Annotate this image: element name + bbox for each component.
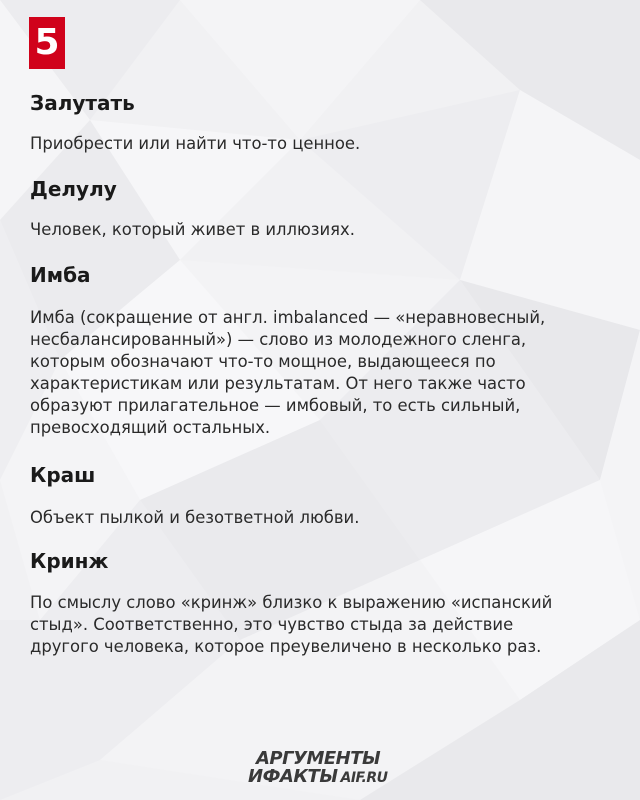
logo-line-1: АРГУМЕНТЫ [256, 748, 381, 769]
term-delulu-definition: Человек, который живет в иллюзиях. [30, 220, 355, 239]
definition-line: образуют прилагательное — имбовый, то есть сильный, [30, 396, 521, 415]
definition-line: которым обозначают что-то мощное, выдающееся по [30, 352, 496, 371]
aif-logo [248, 749, 410, 789]
number-badge: 5 [29, 17, 65, 69]
term-imba-definition [30, 307, 615, 439]
term-zalutat-definition: Приобрести или найти что-то ценное. [30, 134, 361, 153]
definition-line: стыд». Соответственно, это чувство стыда за действие [30, 615, 514, 634]
definition-line: характеристикам или результатам. От него также часто [30, 374, 526, 393]
logo-line-2-text: ИФАКТЫ [248, 766, 338, 787]
term-krash-definition: Объект пылкой и безответной любви. [30, 508, 360, 527]
definition-line: По смыслу слово «кринж» близко к выражению «испанский [30, 593, 553, 612]
term-zalutat-title: Залутать [30, 91, 135, 115]
definition-line: несбалансированный») — слово из молодежного сленга, [30, 330, 527, 349]
logo-line-2 [248, 767, 387, 788]
definition-line: другого человека, которое преувеличено в несколько раз. [30, 637, 542, 656]
term-imba-title: Имба [30, 263, 91, 287]
term-krinzh-definition [30, 592, 615, 658]
term-delulu-title: Делулу [30, 177, 117, 201]
definition-line: Имба (сокращение от англ. imbalanced — «неравновесный, [30, 308, 546, 327]
definition-line: превосходящий остальных. [30, 418, 271, 437]
logo-site: AIF.RU [340, 770, 388, 786]
term-krinzh-title: Кринж [30, 549, 109, 573]
term-krash-title: Краш [30, 463, 96, 487]
